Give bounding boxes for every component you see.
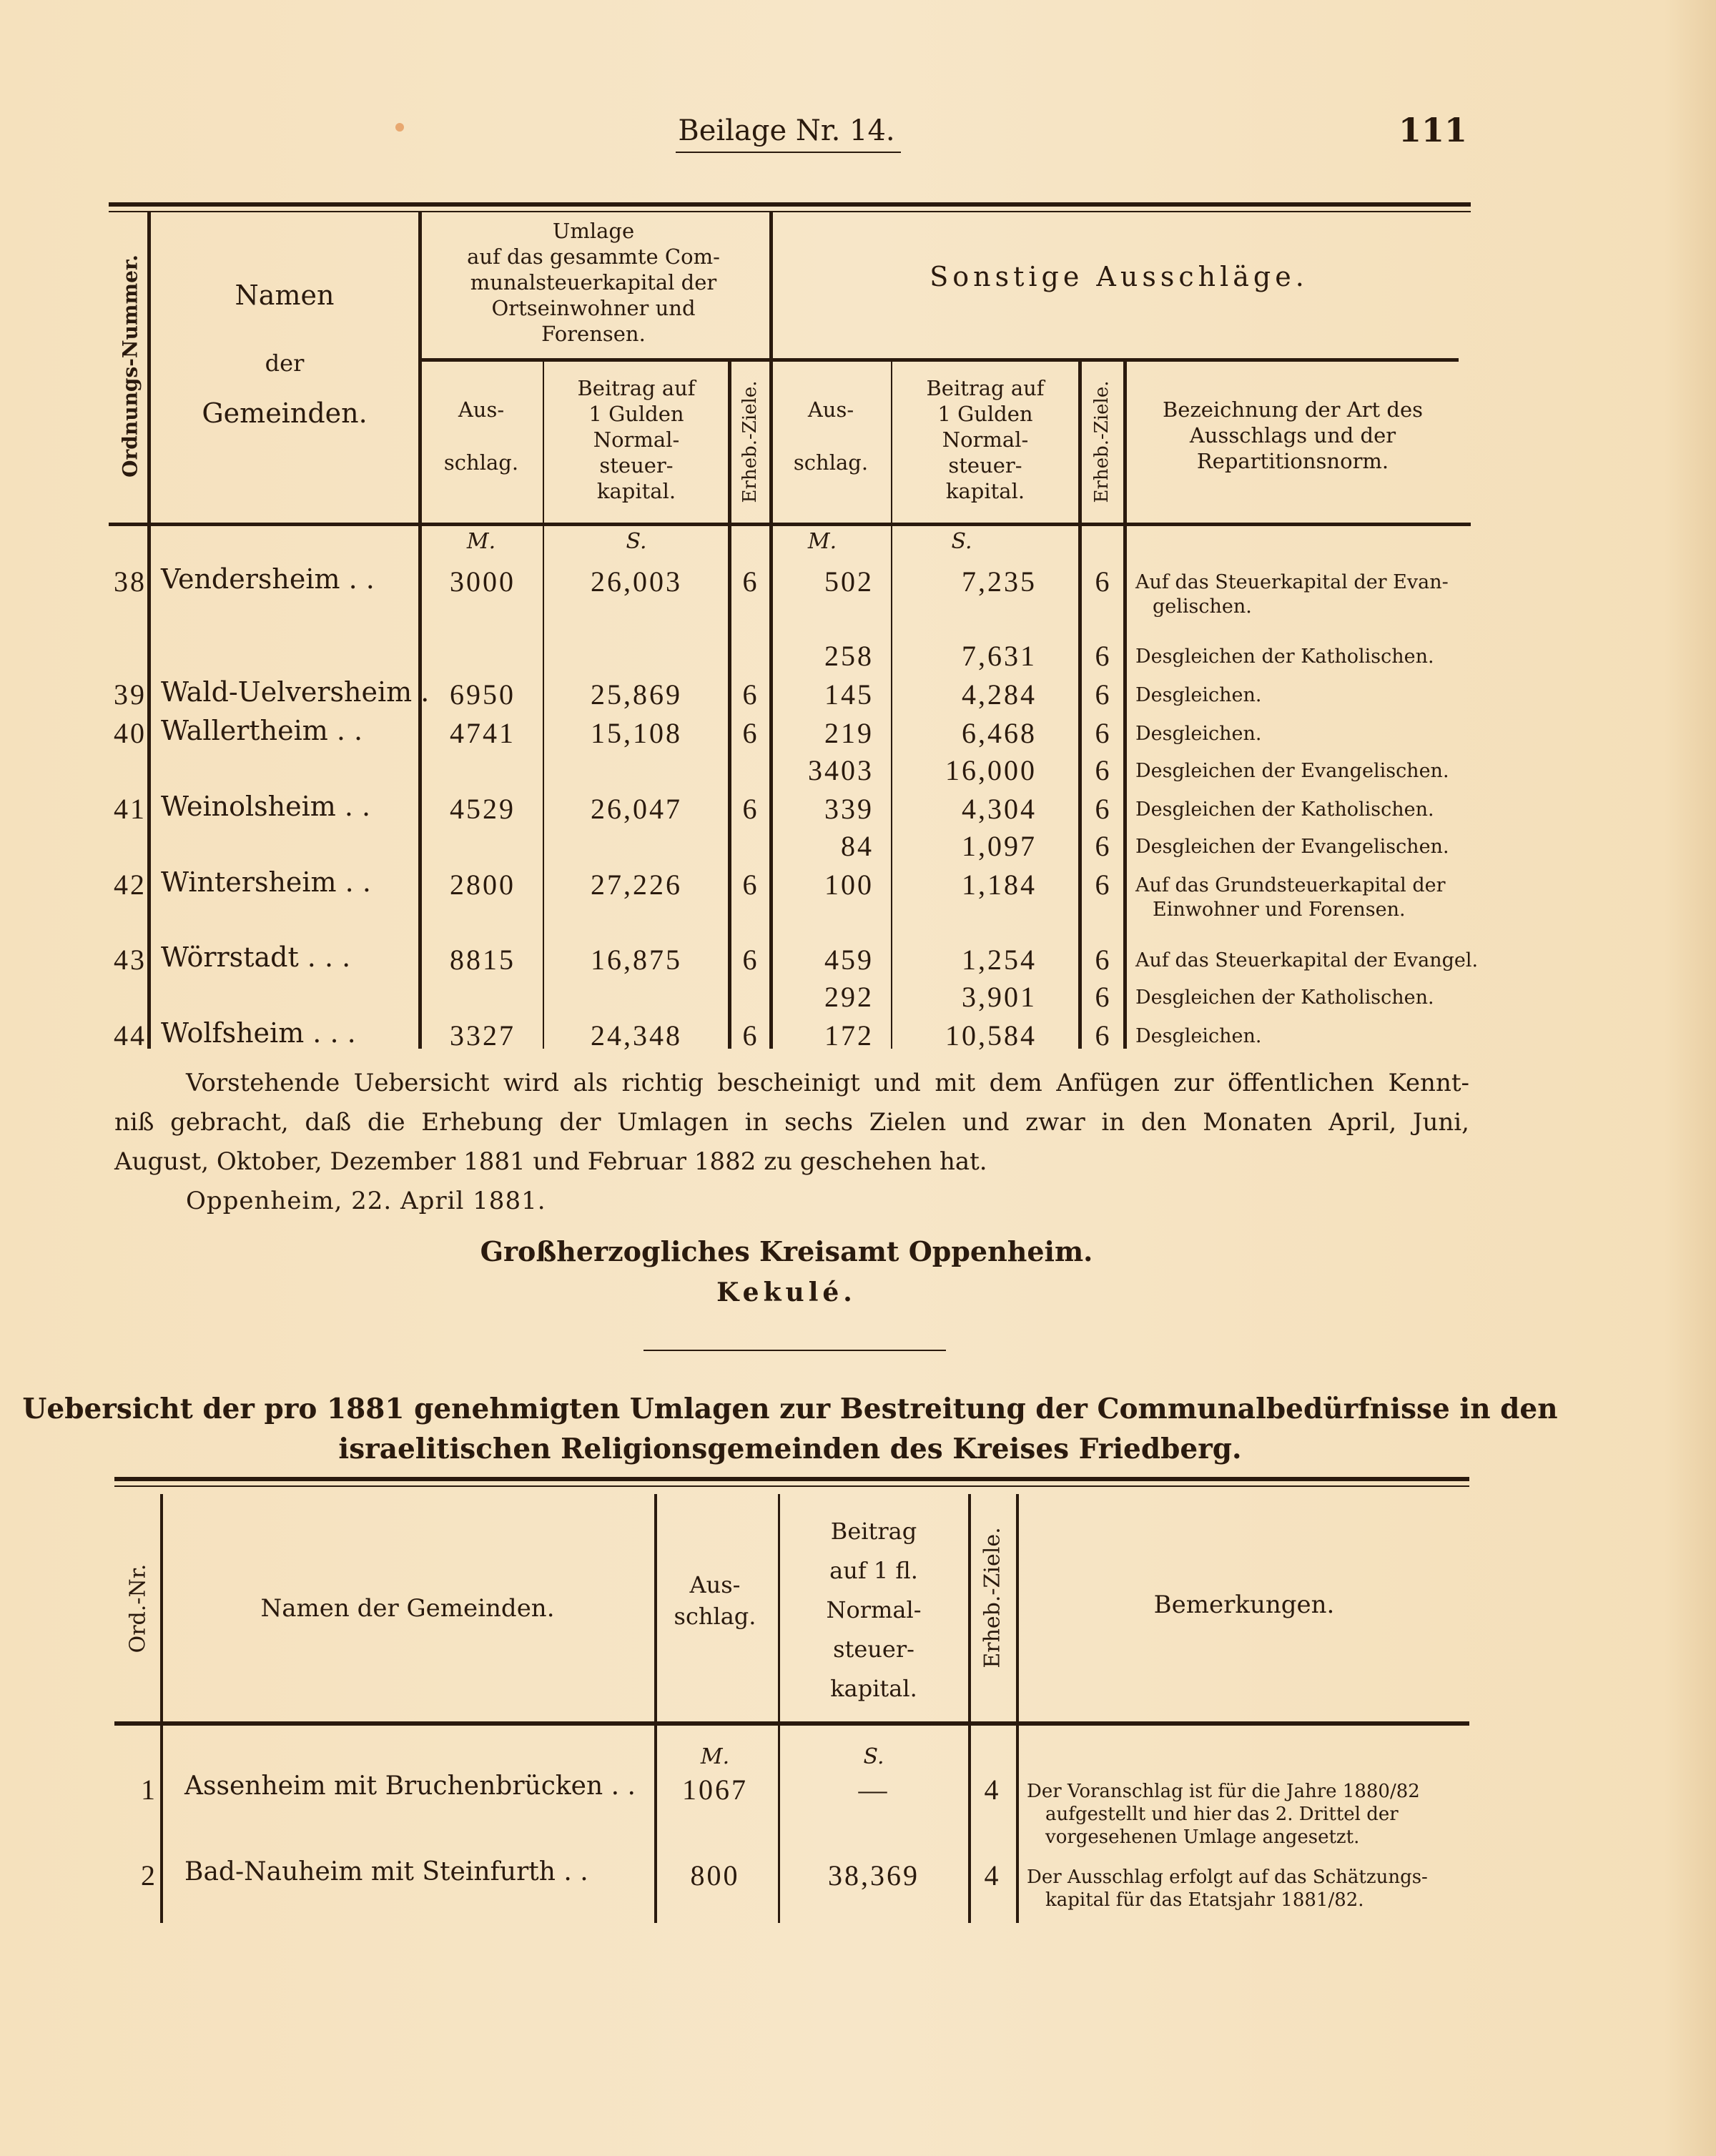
- header-line: Beitrag auf: [926, 376, 1045, 400]
- column-divider: [968, 1494, 971, 1923]
- issuing-authority: Großherzogliches Kreisamt Oppenheim.: [480, 1235, 1093, 1267]
- subheader-rule: [420, 358, 1459, 362]
- row-sonstige-ausschlag: 339: [824, 793, 874, 825]
- row-sonstige-erheb-ziele: 6: [1095, 640, 1112, 672]
- row-sonstige-ausschlag: 258: [824, 640, 874, 672]
- row-number: 40: [114, 717, 147, 749]
- row-sonstige-beitrag: 10,584: [945, 1019, 1037, 1052]
- unit-mark: M.: [807, 529, 837, 554]
- table-top-rule: [109, 202, 1471, 207]
- header-line: 1 Gulden: [937, 402, 1033, 426]
- table-top-rule-thin: [114, 1485, 1469, 1487]
- header-line: steuer-: [599, 453, 674, 478]
- row-remark-line: Desgleichen der Evangelischen.: [1135, 760, 1449, 782]
- row-erheb-ziele: 6: [742, 944, 759, 976]
- table-top-rule-thin: [109, 211, 1471, 212]
- header-sonstige-ausschlag: [794, 397, 868, 475]
- header-gemeinden: Gemeinden.: [202, 397, 368, 429]
- row-municipality-name: Wörrstadt . . .: [161, 941, 351, 973]
- row-sonstige-erheb-ziele: 6: [1095, 944, 1112, 976]
- column-divider: [543, 362, 544, 1049]
- row-sonstige-beitrag: 1,097: [962, 830, 1037, 862]
- header-namen: Namen: [235, 280, 335, 311]
- row-sonstige-erheb-ziele: 6: [1095, 754, 1112, 786]
- row-sonstige-beitrag: 3,901: [962, 981, 1037, 1013]
- row-sonstige-erheb-ziele: 6: [1095, 793, 1112, 825]
- row-ausschlag: 6950: [450, 678, 516, 711]
- row-remark-line: Auf das Grundsteuerkapital der: [1135, 874, 1446, 896]
- header-ordnungs-nummer: Ordnungs-Nummer.: [118, 254, 142, 478]
- row-beitrag: 26,047: [591, 793, 682, 825]
- header-line: 1 Gulden: [588, 402, 684, 426]
- page-header-title: Beilage Nr. 14.: [678, 114, 895, 147]
- row-number: 1: [141, 1774, 157, 1806]
- header-line: Aus-: [807, 397, 854, 422]
- header-beitrag: [577, 375, 695, 504]
- column-divider: [418, 212, 422, 1049]
- header-line: Umlage: [552, 219, 635, 243]
- row-remark-line: Auf das Steuerkapital der Evan-: [1135, 571, 1449, 593]
- header-sonstige-erheb-ziele: Erheb.-Ziele.: [1091, 380, 1113, 503]
- row-erheb-ziele: 6: [742, 869, 759, 901]
- header-line: Normal-: [942, 427, 1029, 452]
- header-namen-der-gemeinden: Namen der Gemeinden.: [260, 1594, 555, 1623]
- header-bemerkungen: Bemerkungen.: [1153, 1591, 1335, 1619]
- notice-place-date: Oppenheim, 22. April 1881.: [186, 1187, 546, 1215]
- row-number: 44: [114, 1019, 147, 1052]
- header-line: steuer-: [948, 453, 1022, 478]
- row-sonstige-beitrag: 7,235: [962, 565, 1037, 598]
- signature-kekule: Kekulé.: [716, 1277, 857, 1307]
- section2-title-line: israelitischen Religionsgemeinden des Kreises Friedberg.: [338, 1433, 1242, 1465]
- row-beitrag: 15,108: [591, 717, 682, 749]
- header-line: munalsteuerkapital der: [470, 270, 717, 295]
- header-sonstige-beitrag: [926, 375, 1044, 504]
- header-line: Beitrag: [830, 1518, 917, 1545]
- row-erheb-ziele: 4: [984, 1774, 1001, 1806]
- column-divider: [1123, 362, 1127, 1049]
- header-line: Bezeichnung der Art des: [1162, 397, 1424, 422]
- row-sonstige-beitrag: 4,284: [962, 678, 1037, 711]
- column-divider: [728, 362, 731, 1049]
- row-remark-line: Desgleichen der Evangelischen.: [1135, 836, 1449, 858]
- column-divider: [654, 1494, 657, 1923]
- header-line: kapital.: [945, 479, 1025, 503]
- header-bottom-rule: [109, 523, 1471, 526]
- row-number: 2: [141, 1859, 157, 1892]
- row-ausschlag: 8815: [450, 944, 516, 976]
- row-sonstige-erheb-ziele: 6: [1095, 565, 1112, 598]
- header-line: schlag.: [793, 450, 869, 475]
- header-line: Aus-: [458, 397, 505, 422]
- row-number: 42: [114, 869, 147, 901]
- row-beitrag: 16,875: [591, 944, 682, 976]
- header-line: Aus-: [689, 1571, 741, 1598]
- row-remark-line: Desgleichen der Katholischen.: [1135, 986, 1434, 1009]
- header-line: schlag.: [443, 450, 519, 475]
- header-line: Ortseinwohner und: [491, 296, 696, 320]
- column-divider: [1016, 1494, 1019, 1923]
- row-sonstige-erheb-ziele: 6: [1095, 981, 1112, 1013]
- stain-dot: [395, 123, 404, 132]
- row-beitrag: 38,369: [828, 1859, 919, 1892]
- header-ord-nr: Ord.-Nr.: [125, 1563, 151, 1653]
- row-sonstige-ausschlag: 172: [824, 1019, 874, 1052]
- header-bezeichnung: [1163, 397, 1423, 474]
- row-ausschlag: 2800: [450, 869, 516, 901]
- notice-paragraph: [114, 1064, 1469, 1221]
- row-remark-line: Desgleichen der Katholischen.: [1135, 646, 1434, 668]
- row-sonstige-erheb-ziele: 6: [1095, 830, 1112, 862]
- row-remark-line: Der Ausschlag erfolgt auf das Schätzungs-: [1027, 1866, 1428, 1888]
- header-line: auf das gesammte Com-: [467, 244, 720, 269]
- header-line: auf 1 fl.: [829, 1557, 918, 1584]
- row-beitrag: 25,869: [591, 678, 682, 711]
- header-erheb-ziele: Erheb.-Ziele.: [739, 380, 761, 503]
- row-sonstige-beitrag: 1,254: [962, 944, 1037, 976]
- row-sonstige-ausschlag: 292: [824, 981, 874, 1013]
- row-sonstige-ausschlag: 84: [841, 830, 874, 862]
- row-municipality-name: Wintersheim . .: [161, 866, 371, 898]
- row-sonstige-beitrag: 6,468: [962, 717, 1037, 749]
- row-sonstige-erheb-ziele: 6: [1095, 1019, 1112, 1052]
- row-remark-line: Auf das Steuerkapital der Evangel.: [1135, 949, 1479, 971]
- notice-line: August, Oktober, Dezember 1881 und Februar 1882 zu geschehen hat.: [114, 1147, 987, 1176]
- column-divider: [147, 212, 151, 1049]
- row-remark-line: Desgleichen.: [1135, 1025, 1262, 1047]
- header-bottom-rule: [114, 1721, 1469, 1726]
- row-sonstige-erheb-ziele: 6: [1095, 678, 1112, 711]
- header-line: kapital.: [830, 1675, 917, 1702]
- unit-mark: M.: [466, 529, 496, 554]
- row-ausschlag: 3327: [450, 1019, 516, 1052]
- row-sonstige-beitrag: 4,304: [962, 793, 1037, 825]
- unit-mark: M.: [700, 1744, 730, 1769]
- header-line: schlag.: [674, 1603, 756, 1630]
- page-number: 111: [1398, 111, 1467, 149]
- column-divider: [778, 1494, 780, 1923]
- header-beitrag: [826, 1512, 921, 1709]
- row-remark-line: aufgestellt und hier das 2. Drittel der: [1045, 1804, 1399, 1825]
- notice-line: Vorstehende Uebersicht wird als richtig bescheinigt und mit dem Anfügen zur öffentlichen Kennt-: [186, 1069, 1469, 1097]
- row-remark-line: Desgleichen.: [1135, 684, 1262, 706]
- row-sonstige-beitrag: 16,000: [945, 754, 1037, 786]
- row-municipality-name: Wallertheim . .: [161, 715, 363, 746]
- section2-title-line: Uebersicht der pro 1881 genehmigten Umlagen zur Bestreitung der Communalbedürfnisse in den: [22, 1393, 1558, 1425]
- row-remark-line: Einwohner und Forensen.: [1153, 899, 1406, 921]
- notice-line: niß gebracht, daß die Erhebung der Umlagen in sechs Zielen und zwar in den Monaten April, Juni,: [114, 1108, 1469, 1137]
- row-municipality-name: Weinolsheim . .: [161, 791, 371, 822]
- row-remark-line: gelischen.: [1153, 595, 1252, 618]
- row-ausschlag: 1067: [682, 1774, 748, 1806]
- row-erheb-ziele: 6: [742, 678, 759, 711]
- column-divider: [160, 1494, 163, 1923]
- row-number: 39: [114, 678, 147, 711]
- row-municipality-name: Wald-Uelversheim .: [161, 676, 430, 708]
- header-line: Beitrag auf: [577, 376, 696, 400]
- row-remark-line: kapital für das Etatsjahr 1881/82.: [1045, 1889, 1364, 1911]
- column-divider: [891, 362, 892, 1049]
- header-line: steuer-: [833, 1636, 914, 1663]
- header-line: Repartitionsnorm.: [1196, 449, 1389, 473]
- row-beitrag: 26,003: [591, 565, 682, 598]
- header-der: der: [265, 350, 305, 377]
- row-ausschlag: 800: [690, 1859, 740, 1892]
- header-underline: [676, 152, 901, 153]
- row-remark-line: Desgleichen.: [1135, 723, 1262, 745]
- row-sonstige-ausschlag: 145: [824, 678, 874, 711]
- row-number: 41: [114, 793, 147, 825]
- row-municipality-name: Bad-Nauheim mit Steinfurth . .: [184, 1857, 588, 1886]
- column-divider: [769, 212, 773, 1049]
- header-line: Normal-: [826, 1596, 922, 1623]
- row-sonstige-ausschlag: 100: [824, 869, 874, 901]
- row-municipality-name: Vendersheim . .: [161, 563, 375, 595]
- unit-pfennig: S.: [863, 1744, 884, 1769]
- row-erheb-ziele: 4: [984, 1859, 1001, 1892]
- header-umlage: [467, 218, 720, 347]
- row-ausschlag: 4529: [450, 793, 516, 825]
- header-line: Normal-: [593, 427, 680, 452]
- row-number: 38: [114, 565, 147, 598]
- row-ausschlag: 3000: [450, 565, 516, 598]
- header-ausschlag: [444, 397, 518, 475]
- unit-pfennig: S.: [626, 529, 647, 554]
- header-sonstige-ausschlaege: Sonstige Ausschläge.: [930, 261, 1308, 292]
- row-municipality-name: Wolfsheim . . .: [161, 1017, 356, 1049]
- row-sonstige-erheb-ziele: 6: [1095, 717, 1112, 749]
- table-top-rule: [114, 1477, 1469, 1481]
- row-sonstige-ausschlag: 459: [824, 944, 874, 976]
- row-number: 43: [114, 944, 147, 976]
- row-erheb-ziele: 6: [742, 793, 759, 825]
- row-remark-line: vorgesehenen Umlage angesetzt.: [1045, 1826, 1360, 1848]
- header-line: Ausschlags und der: [1189, 423, 1396, 447]
- row-sonstige-ausschlag: 219: [824, 717, 874, 749]
- row-remark-line: Der Voranschlag ist für die Jahre 1880/82: [1027, 1781, 1420, 1802]
- row-erheb-ziele: 6: [742, 717, 759, 749]
- row-sonstige-beitrag: 1,184: [962, 869, 1037, 901]
- row-ausschlag: 4741: [450, 717, 516, 749]
- row-sonstige-ausschlag: 3403: [808, 754, 874, 786]
- row-sonstige-beitrag: 7,631: [962, 640, 1037, 672]
- row-erheb-ziele: 6: [742, 1019, 759, 1052]
- row-sonstige-erheb-ziele: 6: [1095, 869, 1112, 901]
- unit-pfennig: S.: [951, 529, 972, 554]
- row-beitrag: 27,226: [591, 869, 682, 901]
- header-erheb-ziele: Erheb.-Ziele.: [980, 1527, 1005, 1668]
- row-beitrag: 24,348: [591, 1019, 682, 1052]
- header-line: Forensen.: [541, 322, 646, 346]
- row-municipality-name: Assenheim mit Bruchenbrücken . .: [184, 1771, 636, 1801]
- row-beitrag: —: [858, 1774, 889, 1806]
- row-remark-line: Desgleichen der Katholischen.: [1135, 798, 1434, 821]
- row-erheb-ziele: 6: [742, 565, 759, 598]
- row-sonstige-ausschlag: 502: [824, 565, 874, 598]
- section-divider: [644, 1350, 946, 1351]
- header-line: kapital.: [596, 479, 676, 503]
- column-divider: [1078, 362, 1082, 1049]
- header-ausschlag: [674, 1569, 756, 1632]
